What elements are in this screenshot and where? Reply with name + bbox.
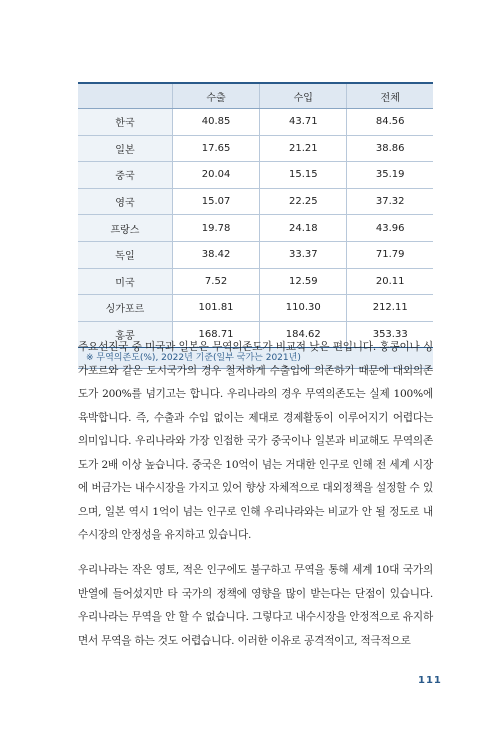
cell-country: 일본 [78, 135, 172, 162]
cell-import: 184.62 [260, 321, 347, 348]
header-country [78, 83, 172, 109]
cell-total: 37.32 [347, 188, 433, 215]
table-row [78, 241, 433, 268]
trade-dependency-table [78, 82, 433, 348]
page-number: 111 [418, 675, 442, 686]
table-row [78, 162, 433, 189]
cell-country: 한국 [78, 109, 172, 136]
cell-total: 43.96 [347, 215, 433, 242]
table-row [78, 268, 433, 295]
table-row [78, 215, 433, 242]
cell-import: 24.18 [260, 215, 347, 242]
cell-export: 38.42 [172, 241, 259, 268]
cell-import: 21.21 [260, 135, 347, 162]
cell-import: 22.25 [260, 188, 347, 215]
body-paragraph-1: 주요선진국 중 미국과 일본은 무역의존도가 비교적 낮은 편입니다. 홍콩이나 싱가포르와 같은 도시국가의 경우 철저하게 수출입에 의존하기 때문에 대외의존도가 200%를 넘기고는 합니다. 우리나라의 경우 무역의존도는 실제 100%에 육박합니다. 즉, 수출과 수입 없이는 제대로 경제활동이 이루어지기 어렵다는 의미입니다. 우리나라와 가장 인접한 국가 중국이나 일본과 비교해도 무역의존도가 2배 이상 높습니다. 중국은 10억이 넘는 거대한 인구로 인해 전 세계 시장에 버금가는 내수시장을 가지고 있어 향상 자체적으로 대외정책을 설정할 수 있으며, 일본 역시 1억이 넘는 인구로 인해 우리나라와는 비교가 안 될 정도로 내수시장의 안정성을 유지하고 있습니다. [78, 341, 433, 541]
cell-export: 101.81 [172, 295, 259, 322]
table-row [78, 188, 433, 215]
cell-country: 홍콩 [78, 321, 172, 348]
table-header-row [78, 83, 433, 109]
table-row [78, 109, 433, 136]
cell-total: 84.56 [347, 109, 433, 136]
cell-total: 38.86 [347, 135, 433, 162]
cell-country: 미국 [78, 268, 172, 295]
cell-export: 15.07 [172, 188, 259, 215]
cell-export: 19.78 [172, 215, 259, 242]
table-row [78, 135, 433, 162]
cell-country: 싱가포르 [78, 295, 172, 322]
cell-country: 프랑스 [78, 215, 172, 242]
cell-import: 33.37 [260, 241, 347, 268]
cell-country: 독일 [78, 241, 172, 268]
cell-import: 110.30 [260, 295, 347, 322]
cell-export: 17.65 [172, 135, 259, 162]
table-body [78, 109, 433, 348]
cell-import: 12.59 [260, 268, 347, 295]
table-row [78, 295, 433, 322]
cell-total: 353.33 [347, 321, 433, 348]
cell-import: 15.15 [260, 162, 347, 189]
cell-total: 71.79 [347, 241, 433, 268]
cell-import: 43.71 [260, 109, 347, 136]
cell-export: 20.04 [172, 162, 259, 189]
cell-total: 212.11 [347, 295, 433, 322]
cell-total: 35.19 [347, 162, 433, 189]
body-paragraph-2: 우리나라는 작은 영토, 적은 인구에도 불구하고 무역을 통해 세계 10대 국가의 반열에 들어섰지만 타 국가의 정책에 영향을 많이 받는다는 단점이 있습니다. 우리나라는 무역을 안 할 수 없습니다. 그렇다고 내수시장을 안정적으로 유지하면서 무역을 하는 것도 어렵습니다. 이러한 이유로 공격적이고, 적극적으로 [78, 564, 433, 647]
table-note: ※ 무역의존도(%), 2022년 기준(일부 국가는 2021년) [78, 348, 433, 369]
cell-export: 168.71 [172, 321, 259, 348]
header-import: 수입 [260, 83, 347, 109]
cell-country: 중국 [78, 162, 172, 189]
header-total: 전체 [347, 83, 433, 109]
cell-export: 7.52 [172, 268, 259, 295]
cell-export: 40.85 [172, 109, 259, 136]
cell-country: 영국 [78, 188, 172, 215]
header-export: 수출 [172, 83, 259, 109]
trade-dependency-table-container [78, 82, 433, 369]
cell-total: 20.11 [347, 268, 433, 295]
